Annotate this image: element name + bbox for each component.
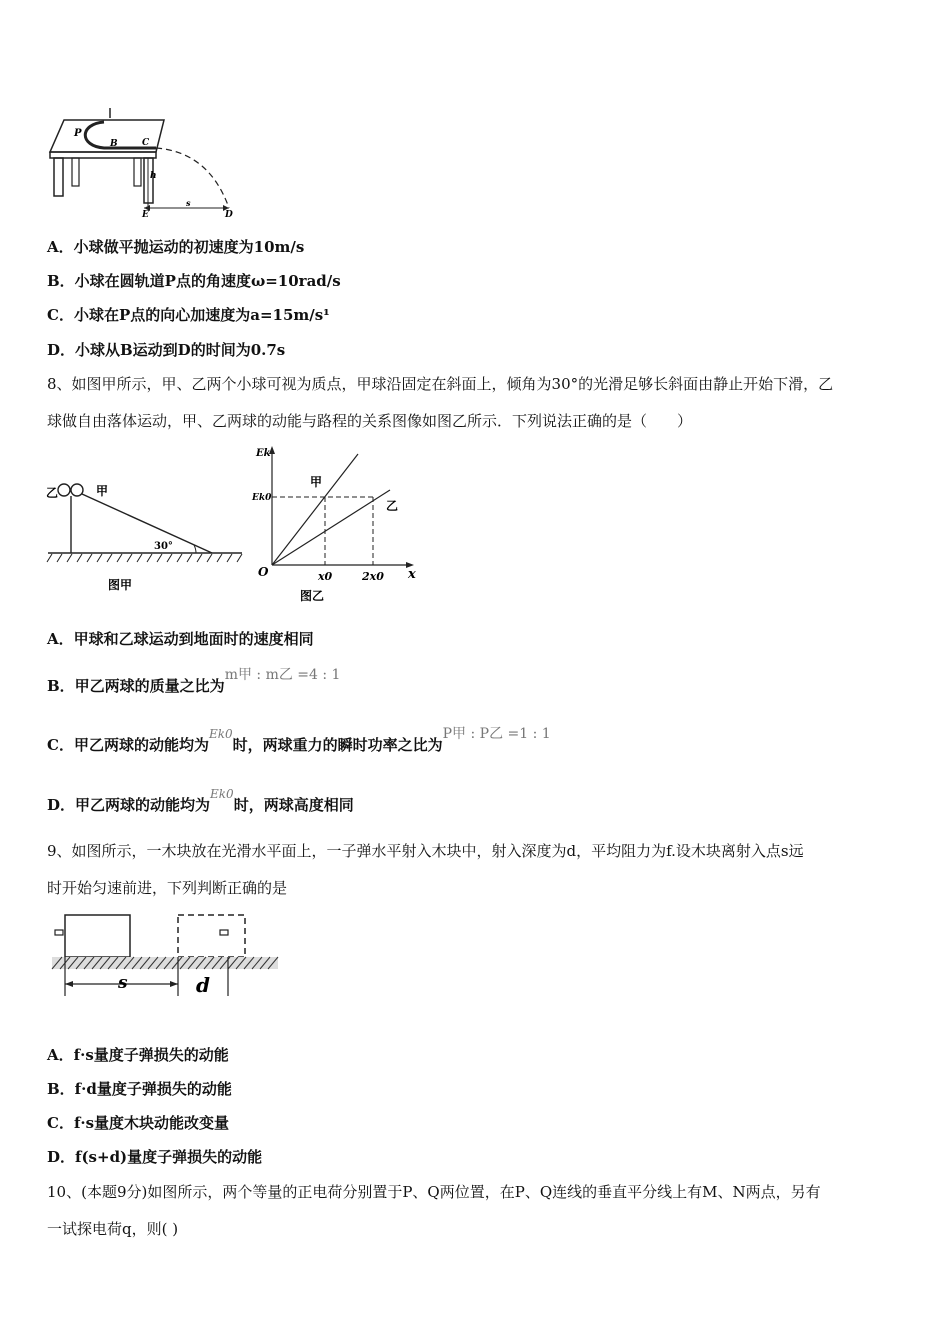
q7-option-a: A．小球做平抛运动的初速度为10m/s	[47, 238, 305, 256]
q7-option-b: B．小球在圆轨道P点的角速度ω=10rad/s	[47, 272, 341, 290]
q9-label-d: d	[196, 973, 210, 997]
q8-option-c-formula: P甲 : P乙 =1 : 1	[442, 726, 551, 742]
q8-figure-b	[250, 440, 430, 610]
q8-option-d-text: D．甲乙两球的动能均为	[47, 796, 211, 814]
q7-label-h: h	[150, 171, 157, 181]
q9-label-s: s	[118, 973, 128, 993]
q8-caption-b: 图乙	[300, 589, 325, 603]
q7-option-c: C．小球在P点的向心加速度为a=15m/s¹	[47, 306, 330, 324]
q7-figure	[44, 100, 244, 220]
q8-option-c-mid: 时，两球重力的瞬时功率之比为	[232, 736, 443, 754]
q8-option-c-ek0: Ek0	[208, 727, 233, 741]
q7-option-d: D．小球从B运动到D的时间为0.7s	[47, 341, 286, 359]
q8-graph-line-yi: 乙	[386, 499, 399, 513]
q9-option-a: A．f·s量度子弹损失的动能	[47, 1046, 229, 1064]
q7-label-b: B	[110, 139, 118, 149]
q8-caption-a: 图甲	[108, 578, 133, 592]
q8-figure-a	[44, 475, 254, 605]
q8-stem-line1: 8、如图甲所示，甲、乙两个小球可视为质点，甲球沿固定在斜面上，倾角为30°的光滑足够长斜面由静止开始下滑，乙	[47, 375, 834, 393]
q8-option-c	[47, 722, 551, 754]
q8-option-b-formula: m甲 : m乙 =4 : 1	[224, 667, 341, 683]
q8-graph-x0: x0	[318, 570, 333, 583]
q8-graph-2x0: 2x0	[362, 570, 384, 583]
q8-option-c-text: C．甲乙两球的动能均为	[47, 736, 209, 754]
q9-option-d: D．f(s+d)量度子弹损失的动能	[47, 1148, 263, 1166]
q7-label-d: D	[225, 210, 233, 220]
q8-graph-x-axis: x	[408, 567, 416, 582]
q8-ball-jia-label: 甲	[96, 484, 109, 498]
q10-stem-line2: 一试探电荷q，则( )	[47, 1220, 179, 1238]
q8-ball-yi-label: 乙	[46, 486, 59, 500]
q7-label-p: P	[74, 128, 82, 139]
q8-option-b-text: B．甲乙两球的质量之比为	[47, 677, 225, 695]
q8-ek-graph	[250, 440, 430, 610]
q9-option-c: C．f·s量度木块动能改变量	[47, 1114, 230, 1132]
q9-stem-line1: 9、如图所示，一木块放在光滑水平面上，一子弹水平射入木块中，射入深度为d，平均阻力为f.设木块离射入点s远	[47, 842, 804, 860]
q8-option-d-suffix: 时，两球高度相同	[233, 796, 354, 814]
q9-option-b: B．f·d量度子弹损失的动能	[47, 1080, 232, 1098]
q8-option-a: A．甲球和乙球运动到地面时的速度相同	[47, 630, 314, 648]
q8-graph-y-axis: Ek	[256, 448, 271, 459]
q8-angle-label: 30°	[154, 541, 173, 552]
q8-option-b	[47, 663, 341, 695]
q8-slope-diagram	[44, 475, 254, 605]
q8-option-d-ek0: Ek0	[210, 787, 234, 801]
q9-block-diagram	[48, 908, 283, 1003]
q7-table-diagram	[44, 100, 244, 220]
q8-graph-ek0: Ek0	[252, 493, 272, 503]
q10-stem-line1: 10、(本题9分)如图所示，两个等量的正电荷分别置于P、Q两位置，在P、Q连线的垂直平分线上有M、N两点，另有	[47, 1183, 821, 1201]
q7-label-s: s	[186, 198, 191, 208]
q8-option-d	[47, 782, 354, 814]
q7-label-c: C	[142, 138, 150, 148]
q8-graph-line-jia: 甲	[310, 475, 323, 489]
q8-graph-origin: O	[258, 565, 269, 579]
q8-stem-line2: 球做自由落体运动，甲、乙两球的动能与路程的关系图像如图乙所示．下列说法正确的是（ ）	[47, 412, 693, 430]
q9-figure	[48, 908, 283, 1003]
q9-stem-line2: 时开始匀速前进，下列判断正确的是	[47, 879, 288, 897]
q7-label-e: E	[142, 210, 149, 220]
